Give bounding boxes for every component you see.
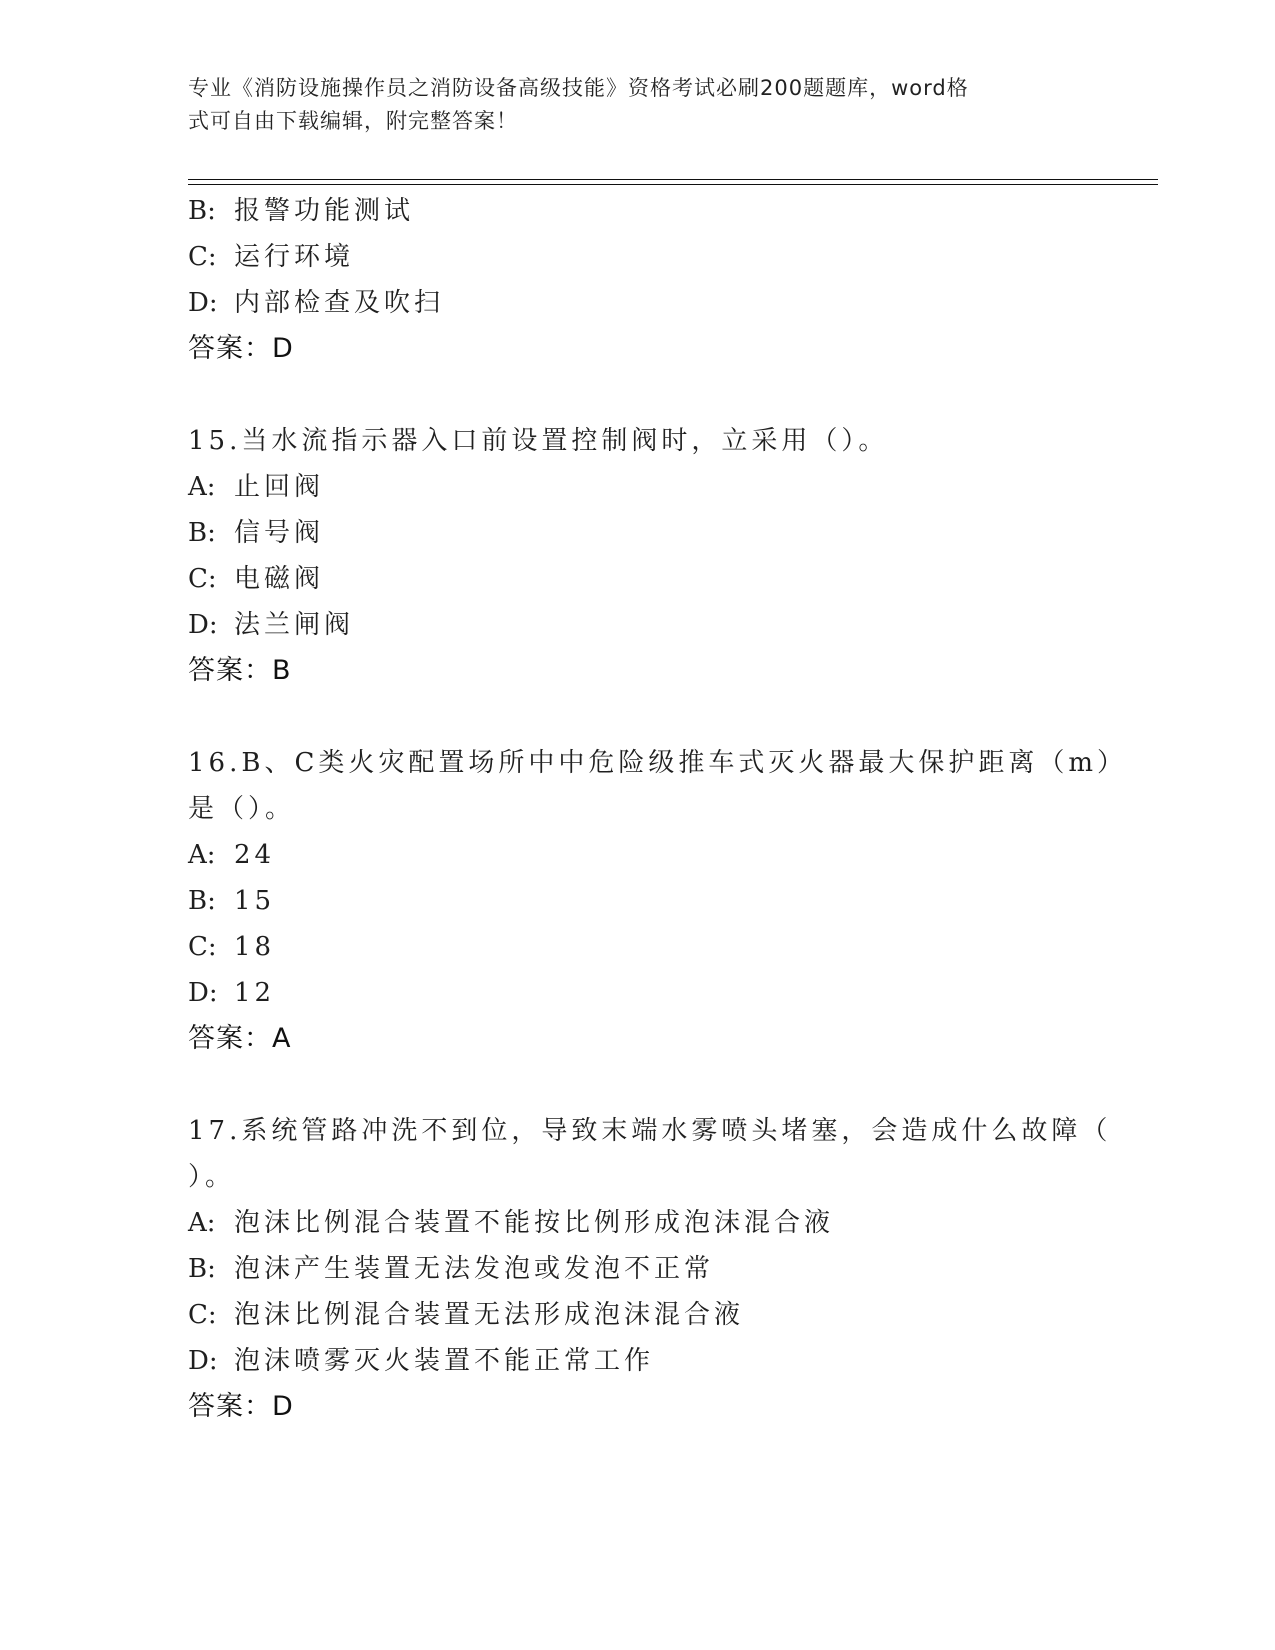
option-b: B: 信号阀 (188, 518, 325, 548)
header-divider-bottom (188, 184, 1158, 185)
answer: 答案：B (188, 655, 292, 686)
option-b: B: 报警功能测试 (188, 196, 415, 226)
header-line-1: 专业《消防设施操作员之消防设备高级技能》资格考试必刷200题题库，word格 (188, 76, 969, 100)
question-16 (188, 740, 1128, 1062)
option-a: A: 止回阀 (188, 472, 325, 502)
question-stem-line-1: 16.B、C类火灾配置场所中中危险级推车式灭火器最大保护距离（m） (188, 748, 1128, 778)
option-c: C: 18 (188, 932, 276, 962)
answer: 答案：A (188, 1023, 292, 1054)
option-a: A: 24 (188, 840, 276, 870)
option-c: C: 泡沫比例混合装置无法形成泡沫混合液 (188, 1300, 745, 1330)
question-list (188, 188, 1128, 1430)
question-14-continued (188, 188, 1088, 372)
question-17 (188, 1108, 1112, 1430)
option-d: D: 泡沫喷雾灭火装置不能正常工作 (188, 1346, 655, 1376)
option-b: B: 15 (188, 886, 276, 916)
answer: 答案：D (188, 333, 294, 364)
option-a: A: 泡沫比例混合装置不能按比例形成泡沫混合液 (188, 1208, 835, 1238)
option-d: D: 12 (188, 978, 276, 1008)
option-d: D: 内部检查及吹扫 (188, 288, 445, 318)
answer: 答案：D (188, 1391, 294, 1422)
option-c: C: 电磁阀 (188, 564, 325, 594)
option-b: B: 泡沫产生装置无法发泡或发泡不正常 (188, 1254, 715, 1284)
header-line-2: 式可自由下载编辑，附完整答案！ (188, 109, 518, 133)
option-c: C: 运行环境 (188, 242, 355, 272)
option-d: D: 法兰闸阀 (188, 610, 355, 640)
question-stem-line-2: 是（）。 (188, 794, 296, 824)
document-header (188, 72, 1068, 138)
question-stem: 15.当水流指示器入口前设置控制阀时，立采用（）。 (188, 426, 889, 456)
question-stem-line-2: ）。 (188, 1162, 236, 1192)
question-stem-line-1: 17.系统管路冲洗不到位，导致末端水雾喷头堵塞，会造成什么故障（ (188, 1116, 1112, 1146)
question-15 (188, 418, 1088, 694)
header-divider-top (188, 179, 1158, 180)
